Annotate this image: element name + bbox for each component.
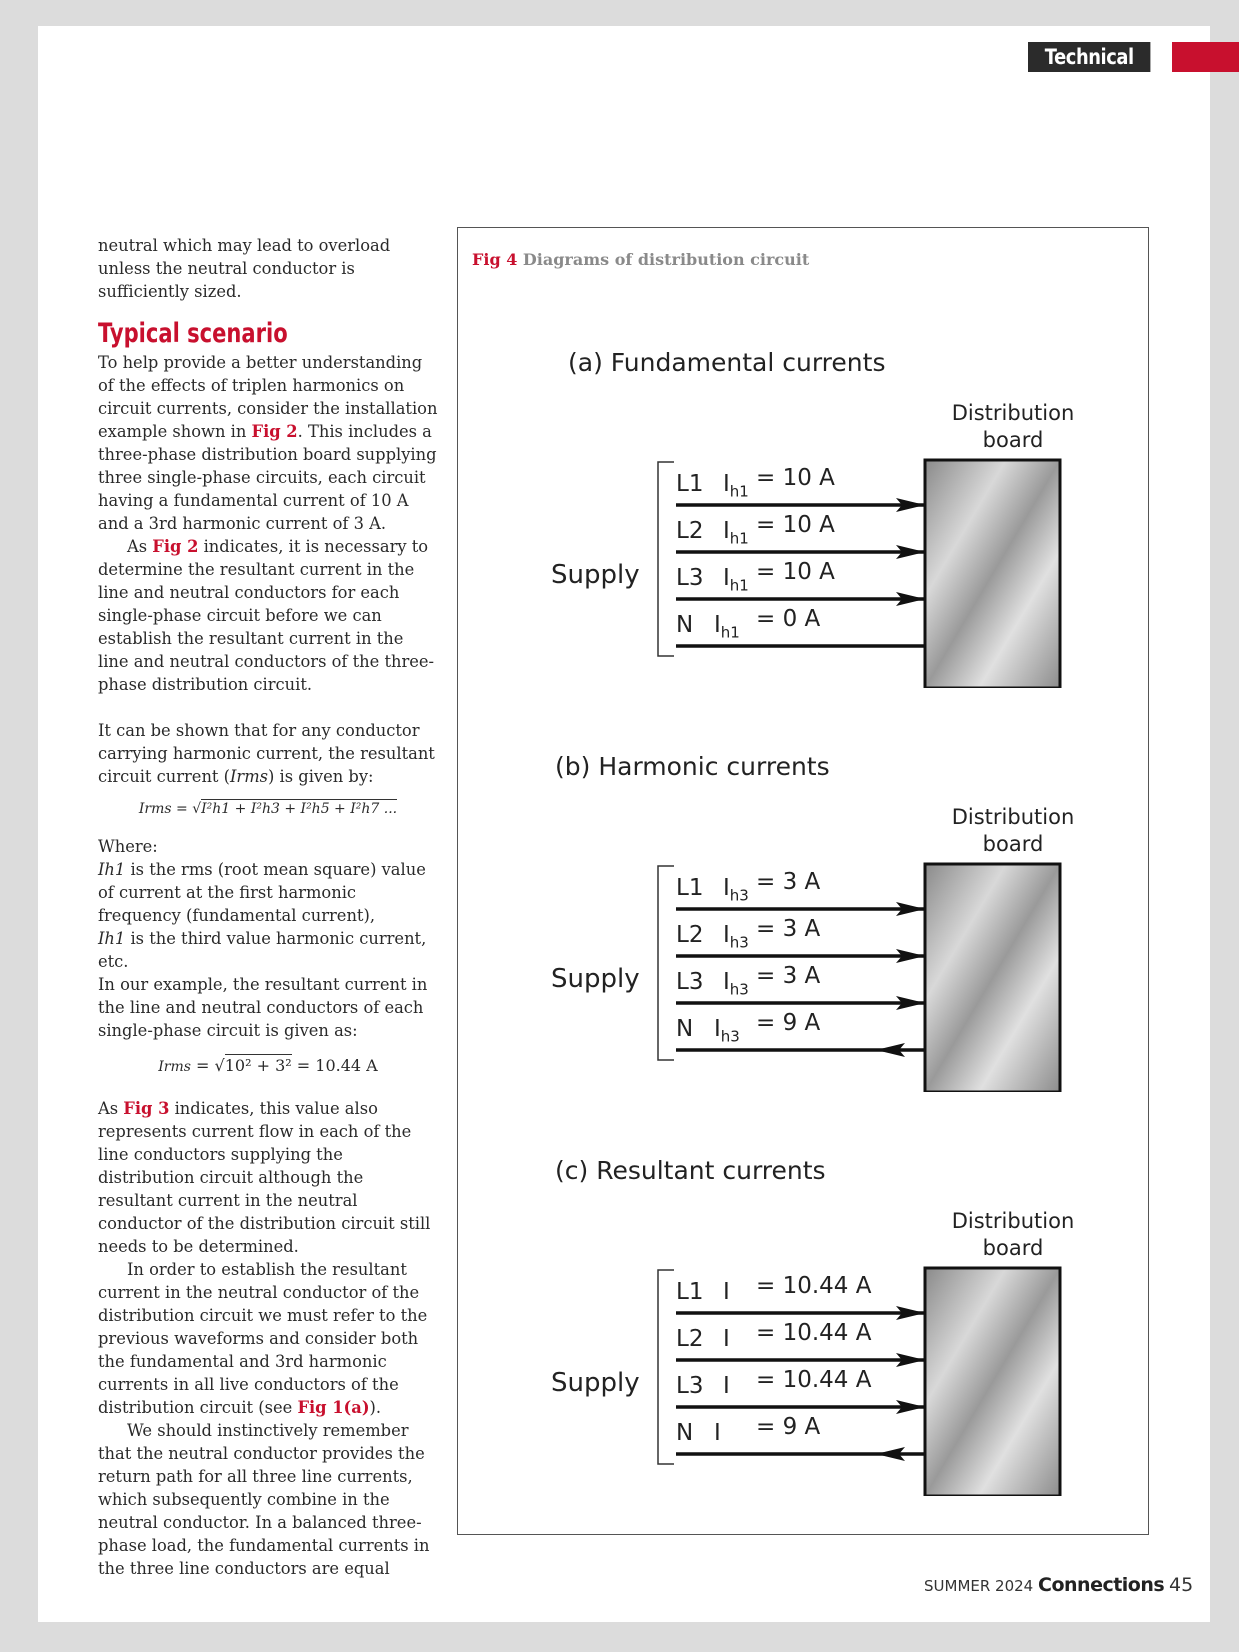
current-value: = 9 A bbox=[756, 1010, 821, 1036]
definition-2: Ih1 is the third value harmonic current, etc. bbox=[98, 929, 427, 971]
conductor-label: L1 bbox=[676, 875, 704, 901]
definition-1: Ih1 is the rms (root mean square) value of current at the first harmonic frequency (fundamental current), bbox=[98, 860, 426, 925]
current-value: = 3 A bbox=[756, 916, 821, 942]
conductor-label: N bbox=[676, 1016, 694, 1042]
paragraph-7: We should instinctively remember that the neutral conductor provides the return path for all three line currents, which subsequently combine in the neutral conductor. In a balanced three-phase load, the fundamental currents in the three line conductors are equal bbox=[98, 1421, 430, 1578]
supply-label: Supply bbox=[551, 560, 640, 590]
current-symbol: $I_{h3}$ bbox=[714, 1016, 740, 1046]
circuit-diagram bbox=[458, 348, 1148, 688]
current-value: = 10.44 A bbox=[756, 1320, 872, 1346]
distribution-board bbox=[925, 864, 1060, 1092]
page-footer bbox=[924, 1574, 1193, 1596]
supply-label: Supply bbox=[551, 964, 640, 994]
magazine-name: Connections bbox=[1038, 1574, 1165, 1596]
supply-label: Supply bbox=[551, 1368, 640, 1398]
current-symbol: $I_{h1}$ bbox=[723, 565, 749, 595]
supply-bracket bbox=[658, 462, 674, 656]
current-value: = 10 A bbox=[756, 465, 835, 491]
section-heading: Typical scenario bbox=[98, 318, 288, 349]
figure-box bbox=[457, 227, 1149, 1535]
current-value: = 10 A bbox=[756, 512, 835, 538]
distribution-board-label: Distribution board bbox=[951, 401, 1075, 452]
section-tag bbox=[1028, 42, 1239, 72]
example-equation: Irms = √10² + 3² = 10.44 A bbox=[158, 1056, 378, 1075]
conductor-label: L2 bbox=[676, 518, 704, 544]
current-symbol: I bbox=[723, 1279, 730, 1305]
conductor-label: L3 bbox=[676, 1373, 704, 1399]
conductor-label: L1 bbox=[676, 1279, 704, 1305]
conductor-label: L1 bbox=[676, 471, 704, 497]
distribution-board-label: Distribution board bbox=[951, 1209, 1075, 1260]
current-value: = 10 A bbox=[756, 559, 835, 585]
current-value: = 3 A bbox=[756, 869, 821, 895]
page-number: 45 bbox=[1168, 1574, 1194, 1596]
fig-2-reference: Fig 2 bbox=[152, 537, 199, 556]
current-symbol: I bbox=[714, 1420, 721, 1446]
distribution-board bbox=[925, 460, 1060, 688]
article-column bbox=[98, 234, 438, 1580]
distribution-board bbox=[925, 1268, 1060, 1496]
circuit-diagram bbox=[458, 1156, 1148, 1496]
current-symbol: I bbox=[723, 1326, 730, 1352]
conductor-label: L3 bbox=[676, 565, 704, 591]
conductor-label: N bbox=[676, 1420, 694, 1446]
current-symbol: I bbox=[723, 1373, 730, 1399]
paragraph-2: As Fig 2 indicates, it is necessary to determine the resultant current in the line and neutral conductors for each single-phase circuit before we can establish the resultant current in the line and neutral conductors of the three-phase distribution circuit. bbox=[98, 537, 435, 694]
conductor-label: L2 bbox=[676, 922, 704, 948]
conductor-label: N bbox=[676, 612, 694, 638]
current-symbol: $I_{h3}$ bbox=[723, 969, 749, 999]
conductor-label: L3 bbox=[676, 969, 704, 995]
paragraph-4: In our example, the resultant current in the line and neutral conductors of each single-phase circuit is given as: bbox=[98, 975, 428, 1040]
figure-caption: Fig 4 Diagrams of distribution circuit bbox=[472, 250, 810, 269]
paragraph-1: To help provide a better understanding of the effects of triplen harmonics on circuit currents, consider the installation example shown in Fig 2. This includes a three-phase distribution board supplying three single-phase circuits, each circuit having a fundamental current of 10 A and a 3rd harmonic current of 3 A. bbox=[98, 353, 438, 533]
intro-paragraph: neutral which may lead to overload unless the neutral conductor is sufficiently sized. bbox=[98, 236, 391, 301]
paragraph-6: In order to establish the resultant current in the neutral conductor of the distribution circuit we must refer to the previous waveforms and consider both the fundamental and 3rd harmonic currents in all live conductors of the distribution circuit (see Fig 1(a)). bbox=[98, 1260, 428, 1417]
circuit-diagram bbox=[458, 752, 1148, 1092]
current-symbol: $I_{h1}$ bbox=[723, 518, 749, 548]
figure-number: Fig 4 bbox=[472, 250, 518, 269]
current-symbol: $I_{h3}$ bbox=[723, 922, 749, 952]
distribution-board-label: Distribution board bbox=[951, 805, 1075, 856]
diagram-title: (c) Resultant currents bbox=[555, 1156, 826, 1185]
section-tag-bar bbox=[1172, 42, 1239, 72]
current-value: = 0 A bbox=[756, 606, 821, 632]
current-symbol: $I_{h3}$ bbox=[723, 875, 749, 905]
fig-1a-reference: Fig 1(a) bbox=[297, 1398, 370, 1417]
current-value: = 3 A bbox=[756, 963, 821, 989]
paragraph-3: It can be shown that for any conductor carrying harmonic current, the resultant circuit current (Irms) is given by: bbox=[98, 721, 435, 786]
paragraph-5: As Fig 3 indicates, this value also represents current flow in each of the line conductors supplying the distribution circuit although the resultant current in the neutral conductor of the distribution circuit still needs to be determined. bbox=[98, 1099, 431, 1256]
current-symbol: $I_{h1}$ bbox=[723, 471, 749, 501]
fig-2-reference: Fig 2 bbox=[251, 422, 298, 441]
diagram-title: (b) Harmonic currents bbox=[555, 752, 830, 781]
supply-bracket bbox=[658, 866, 674, 1060]
current-symbol: $I_{h1}$ bbox=[714, 612, 740, 642]
current-value: = 9 A bbox=[756, 1414, 821, 1440]
where-label: Where: bbox=[98, 837, 158, 856]
issue-season: SUMMER 2024 bbox=[924, 1577, 1034, 1595]
current-value: = 10.44 A bbox=[756, 1273, 872, 1299]
fig-3-reference: Fig 3 bbox=[123, 1099, 170, 1118]
supply-bracket bbox=[658, 1270, 674, 1464]
diagram-title: (a) Fundamental currents bbox=[568, 348, 886, 377]
section-tag-label: Technical bbox=[1028, 42, 1150, 72]
current-value: = 10.44 A bbox=[756, 1367, 872, 1393]
rms-equation: Irms = √I²h1 + I²h3 + I²h5 + I²h7 ... bbox=[138, 801, 398, 817]
conductor-label: L2 bbox=[676, 1326, 704, 1352]
